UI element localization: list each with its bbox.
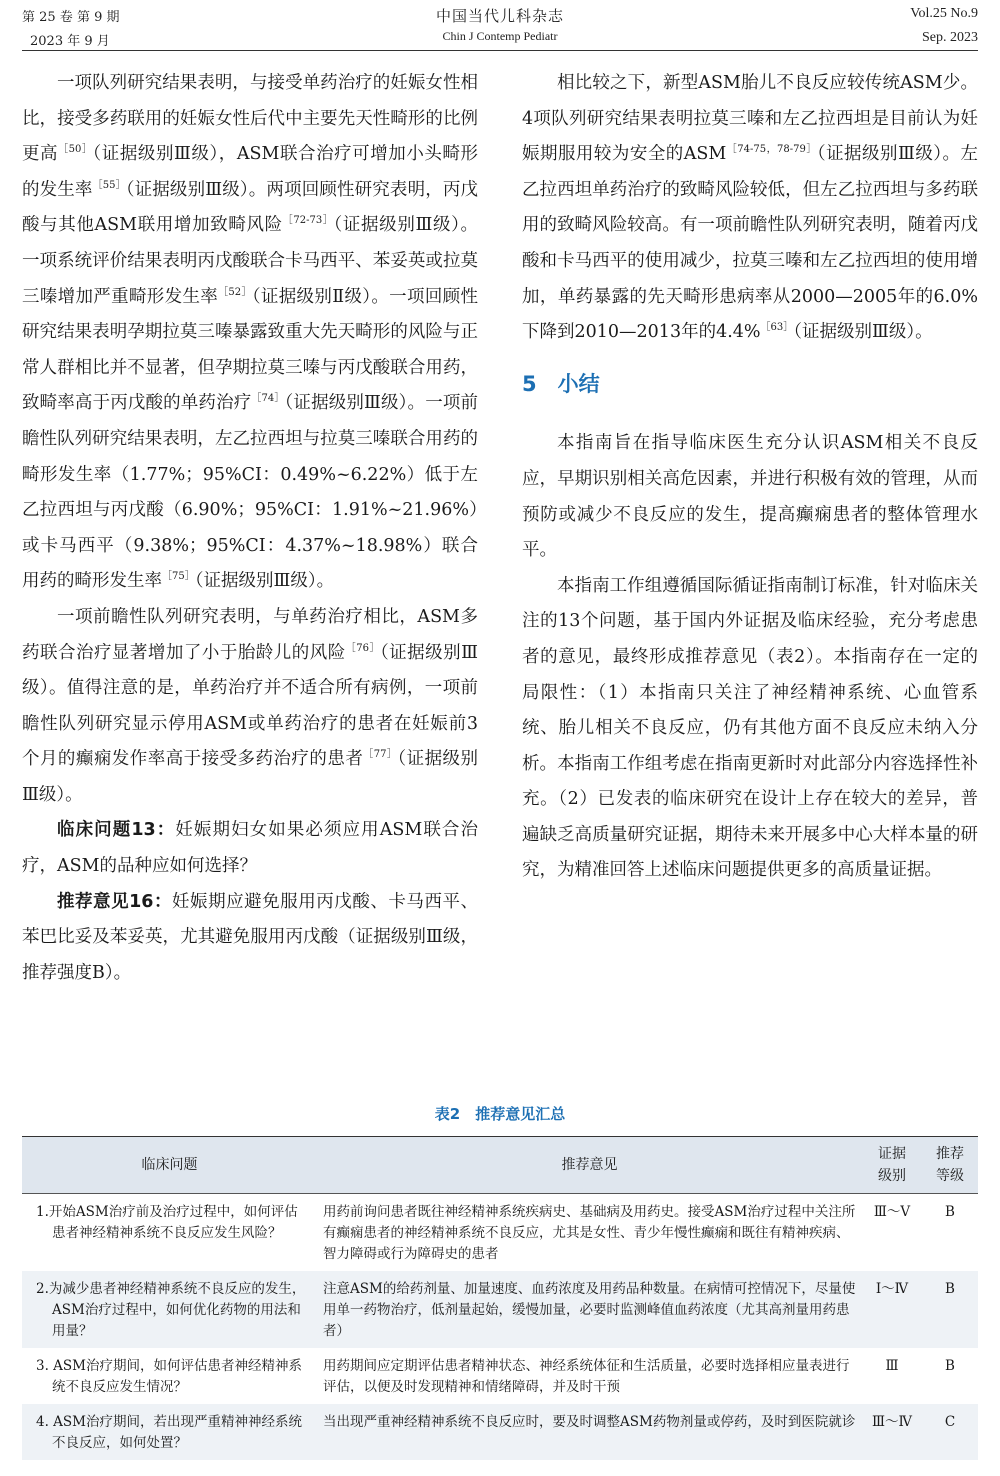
citation: ［55］: [92, 179, 126, 191]
paragraph: 本指南工作组遵循国际循证指南制订标准，针对临床关注的13个问题，基于国内外证据及临床经验，充分考虑患者的意见，最终形成推荐意见（表2）。本指南存在一定的局限性：（1）本指南只关注了神经精神系统、心血管系统、胎儿相关不良反应，仍有其他方面不良反应未纳入分析。本指南工作组考虑在指南更新时对此部分内容选择性补充。（2）已发表的临床研究在设计上存在较大的差异，普遍缺乏高质量研究证据，期待未来开展多中心大样本量的研究，为精准回答上述临床问题提供更多的高质量证据。: [522, 575, 978, 881]
column-header-question: 临床问题: [22, 1137, 317, 1194]
column-header-evidence: 证据 级别: [862, 1137, 922, 1194]
question-cell: 2.为减少患者神经精神系统不良反应的发生，ASM治疗过程中，如何优化药物的用法和用量？: [36, 1281, 306, 1339]
table-row: [22, 1271, 978, 1348]
recommendation-table: [22, 1136, 978, 1460]
table-row: [22, 1194, 978, 1272]
recommendation-cell: 用药前询问患者既往神经精神系统疾病史、基础病及用药史。接受ASM治疗过程中关注所有癫痫患者的神经精神系统不良反应，尤其是女性、青少年慢性癫痫和既往有精神疾病、智力障碍或行为障碍史的患者: [323, 1204, 856, 1262]
evidence-cell: Ⅲ～Ⅴ: [873, 1204, 911, 1220]
citation: ［74］: [251, 393, 285, 405]
table-row: [22, 1348, 978, 1404]
citation: ［77］: [363, 749, 398, 761]
recommendation-cell: 注意ASM的给药剂量、加量速度、血药浓度及用药品种数量。在病情可控情况下，尽量使用单一药物治疗，低剂量起始，缓慢加量，必要时监测峰值血药浓度（尤其高剂量用药患者）: [317, 1271, 862, 1348]
grade-cell: C: [922, 1404, 978, 1460]
recommendation-cell: 当出现严重神经精神系统不良反应时，要及时调整ASM药物剂量或停药，及时到医院就诊: [317, 1404, 862, 1460]
date-en: Sep. 2023: [922, 30, 978, 45]
clinical-question-13: 临床问题13：妊娠期妇女如果必须应用ASM联合治疗，ASM的品种应如何选择？: [22, 820, 479, 877]
paragraph: 一项队列研究结果表明，与接受单药治疗的妊娠女性相比，接受多药联用的妊娠女性后代中主要先天性畸形的比例更高$^{[50]}$（证据级别Ⅲ级），ASM联合治疗可增加小头畸形的发生率$^{[55]}$（证据级别Ⅲ级）。两项回顾性研究表明，丙戊酸与其他ASM联用增加致畸风险$^{[72-73]}$（证据级别Ⅲ级）。一项系统评价结果表明丙戊酸联合卡马西平、苯妥英或拉莫三嗪增加严重畸形发生率$^{[52]}$（证据级别Ⅱ级）。一项回顾性研究结果表明孕期拉莫三嗪暴露致重大先天畸形的风险与正常人群相比并不显著，但孕期拉莫三嗪与丙戊酸联合用药，致畸率高于丙戊酸的单药治疗$^{[74]}$（证据级别Ⅲ级）。一项前瞻性队列研究结果表明，左乙拉西坦与拉莫三嗪联合用药的畸形发生率（1.77%；95%CI：0.49%~6.22%）低于左乙拉西坦与丙戊酸（6.90%；95%CI：1.91%~21.96%）或卡马西平（9.38%；95%CI：4.37%~18.98%）联合用药的畸形发生率$^{[75]}$（证据级别Ⅲ级）。: [22, 73, 479, 592]
evidence-cell: Ⅲ: [885, 1358, 899, 1374]
journal-title-en: Chin J Contemp Pediatr: [442, 29, 558, 43]
date-cn: 2023 年 9 月: [30, 34, 110, 49]
volume-issue-en: Vol.25 No.9: [910, 6, 978, 21]
grade-cell: B: [922, 1271, 978, 1348]
citation: ［75］: [162, 571, 195, 583]
evidence-cell: Ⅲ～Ⅳ: [862, 1404, 922, 1460]
evidence-cell: Ⅰ～Ⅳ: [862, 1271, 922, 1348]
left-column: [22, 66, 478, 991]
recommendation-cell: 用药期间应定期评估患者精神状态、神经系统体征和生活质量，必要时选择相应量表进行评估，以便及时发现精神和情绪障碍，并及时干预: [323, 1358, 850, 1395]
question-cell: 4. ASM治疗期间，若出现严重精神神经系统不良反应，如何处置？: [36, 1414, 302, 1451]
column-header-grade: 推荐 等级: [922, 1137, 978, 1194]
citation: ［52］: [218, 286, 252, 298]
grade-cell: B: [945, 1358, 955, 1374]
paragraph: 本指南旨在指导临床医生充分认识ASM相关不良反应，早期识别相关高危因素，并进行积极有效的管理，从而预防或减少不良反应的发生，提高癫痫患者的整体管理水平。: [522, 433, 978, 561]
table-header-row: [22, 1137, 978, 1194]
question-cell: 1.开始ASM治疗前及治疗过程中，如何评估患者神经精神系统不良反应发生风险？: [36, 1204, 298, 1241]
paragraph: 一项前瞻性队列研究表明，与单药治疗相比，ASM多药联合治疗显著增加了小于胎龄儿的风险$^{[76]}$（证据级别Ⅲ级）。值得注意的是，单药治疗并不适合所有病例，一项前瞻性队列研究显示停用ASM或单药治疗的患者在妊娠前3个月的癫痫发作率高于接受多药治疗的患者$^{[77]}$（证据级别Ⅲ级）。: [22, 606, 479, 805]
volume-issue-cn: 第 25 卷 第 9 期: [22, 10, 120, 25]
paragraph: 相比较之下，新型ASM胎儿不良反应较传统ASM少。4项队列研究结果表明拉莫三嗪和左乙拉西坦是目前认为妊娠期服用较为安全的$ASM^{[74-75,78-79]}$（证据级别Ⅲ级）。左乙拉西坦单药治疗的致畸风险较低，但左乙拉西坦与多药联用的致畸风险较高。有一项前瞻性队列研究表明，随着丙戊酸和卡马西平的使用减少，拉莫三嗪和左乙拉西坦的使用增加，单药暴露的先天畸形患病率从2000—2005年的6.0%下降到2010—2013年的4.4%$^{[63]}$（证据级别Ⅲ级）。: [522, 73, 978, 343]
column-header-recommendation: 推荐意见: [317, 1137, 862, 1194]
citation: ［74-75，78-79］: [726, 144, 817, 156]
grade-cell: B: [945, 1204, 955, 1220]
right-column: [522, 66, 978, 889]
citation: ［76］: [345, 642, 380, 654]
header-rule: [22, 50, 978, 51]
section-heading: 5 小结: [522, 371, 600, 396]
recommendation-16: 推荐意见16：妊娠期应避免服用丙戊酸、卡马西平、苯巴比妥及苯妥英，尤其避免服用丙戊酸（证据级别Ⅲ级，推荐强度B）。: [22, 891, 478, 983]
table-row: [22, 1404, 978, 1460]
citation: ［72-73］: [282, 215, 334, 227]
question-cell: 3. ASM治疗期间，如何评估患者神经精神系统不良反应发生情况？: [36, 1358, 302, 1395]
table-caption: 表2 推荐意见汇总: [434, 1105, 566, 1123]
journal-title-cn: 中国当代儿科杂志: [435, 7, 564, 25]
citation: ［63］: [760, 322, 794, 334]
citation: ［50］: [58, 144, 93, 156]
